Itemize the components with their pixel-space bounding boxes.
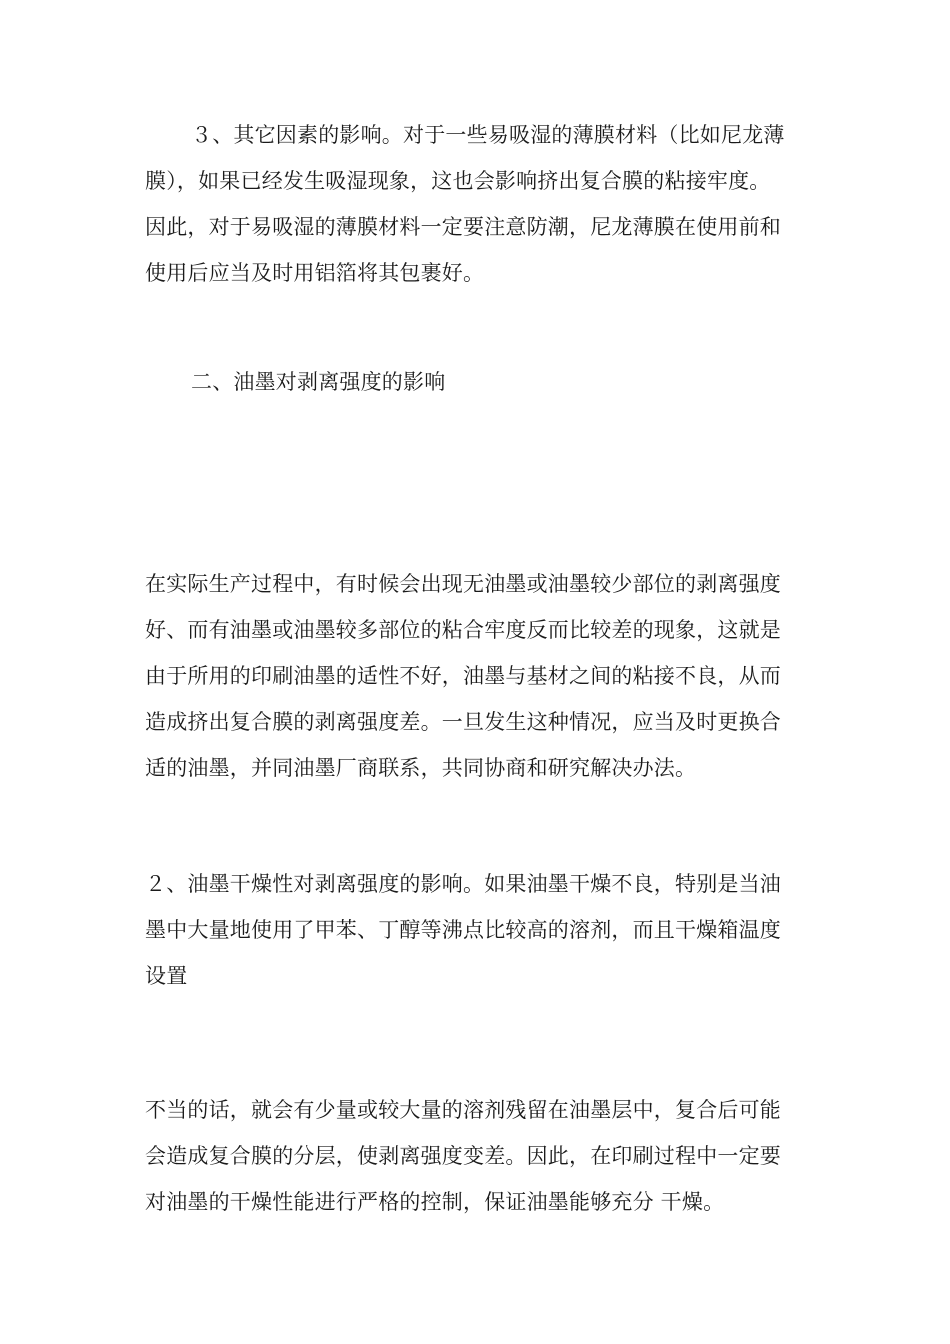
paragraph-line: 造成挤出复合膜的剥离强度差。一旦发生这种情况，应当及时更换合 (145, 710, 781, 734)
paragraph-line: ２、油墨干燥性对剥离强度的影响。如果油墨干燥不良，特别是当油 (145, 872, 781, 896)
section-heading-ink (145, 359, 856, 405)
paragraph-ink-adaptability (145, 561, 810, 791)
paragraph-line: ３、其它因素的影响。对于一些易吸湿的薄膜材料（比如尼龙薄 (191, 123, 785, 147)
paragraph-line: 墨中大量地使用了甲苯、丁醇等沸点比较高的溶剂，而且干燥箱温度 (145, 918, 781, 942)
paragraph-line: 使用后应当及时用铝箔将其包裹好。 (145, 261, 485, 285)
paragraph-solvent-residue (145, 1087, 810, 1225)
paragraph-line: 设置 (145, 964, 188, 988)
paragraph-line: 适的油墨，并同油墨厂商联系，共同协商和研究解决办法。 (145, 756, 697, 780)
paragraph-line: 因此，对于易吸湿的薄膜材料一定要注意防潮，尼龙薄膜在使用前和 (145, 215, 781, 239)
paragraph-line: 膜），如果已经发生吸湿现象，这也会影响挤出复合膜的粘接牢度。 (145, 169, 771, 193)
paragraph-other-factors (145, 112, 810, 296)
paragraph-line: 对油墨的干燥性能进行严格的控制，保证油墨能够充分 干燥。 (145, 1190, 725, 1214)
paragraph-line: 好、而有油墨或油墨较多部位的粘合牢度反而比较差的现象，这就是 (145, 618, 781, 642)
paragraph-line: 会造成复合膜的分层，使剥离强度变差。因此，在印刷过程中一定要 (145, 1144, 781, 1168)
section-heading: 二、油墨对剥离强度的影响 (191, 370, 446, 394)
paragraph-line: 不当的话，就会有少量或较大量的溶剂残留在油墨层中，复合后可能 (145, 1098, 781, 1122)
paragraph-ink-drying (145, 861, 810, 999)
paragraph-line: 在实际生产过程中，有时候会出现无油墨或油墨较少部位的剥离强度 (145, 572, 781, 596)
paragraph-line: 由于所用的印刷油墨的适性不好，油墨与基材之间的粘接不良，从而 (145, 664, 781, 688)
